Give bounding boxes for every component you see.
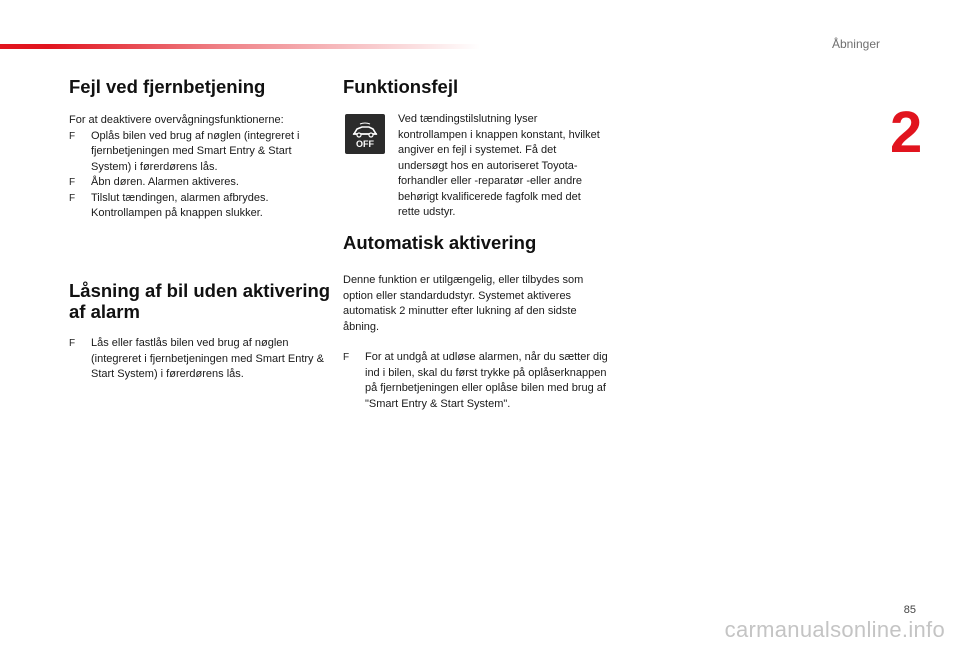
list-item: F For at undgå at udløse alarmen, når du sætter dig ind i bilen, skal du først trykke på oplåserknappen på fjernbetjeningen eller oplåse bilen med brug af "Smart Entry & Start System".: [343, 351, 608, 410]
list-item: F Oplås bilen ved brug af nøglen (integreret i fjernbetjeningen med Smart Entry & Start System) i førerdørens lås.: [69, 129, 300, 173]
list-item: F Tilslut tændingen, alarmen afbrydes. Kontrollampen på knappen slukker.: [69, 191, 269, 219]
bullet-arrow-icon: F: [69, 338, 76, 349]
bullet-arrow-icon: F: [69, 192, 76, 204]
section-title-lock-without-alarm: Låsning af bil uden aktivering af alarm: [69, 280, 331, 322]
icon-off-label: OFF: [356, 139, 374, 149]
bullet-arrow-icon: F: [343, 352, 350, 363]
bullet-list: [69, 336, 331, 383]
malfunction-row: [343, 112, 608, 221]
list-item: F Åbn døren. Alarmen aktiveres.: [69, 175, 331, 191]
bullet-list: [69, 129, 331, 222]
section-name: Åbninger: [831, 37, 880, 51]
section-title-malfunction: Funktionsfejl: [343, 76, 459, 97]
header-accent-bar: [0, 44, 480, 49]
section-title-remote-fault: Fejl ved fjernbetjening: [69, 76, 266, 97]
malfunction-text: Ved tændingstilslutning lyser kontrollampen i knappen konstant, hvilket angiver en fejl i systemet. Få det undersøgt hos en autoriseret Toyota-forhandler eller -reparatør -eller andre behørigt kvalificerede fagfolk med det rette udstyr.: [398, 113, 600, 218]
section-auto-activation: [343, 232, 608, 412]
bullet-arrow-icon: F: [69, 130, 76, 142]
column-right: [343, 76, 608, 221]
alarm-off-indicator-icon: [345, 114, 385, 154]
watermark: carmanualsonline.info: [724, 617, 945, 642]
intro-text: For at deaktivere overvågningsfunktionerne:: [69, 114, 284, 126]
bullet-arrow-icon: F: [69, 177, 76, 188]
bullet-list: [343, 350, 608, 412]
list-item: F Lås eller fastlås bilen ved brug af nøglen (integreret i fjernbetjeningen med Smart Entry & Start System) i førerdørens lås.: [69, 337, 324, 380]
auto-activation-text: Denne funktion er utilgængelig, eller tilbydes som option eller standardudstyr. Systemet aktiveres automatisk 2 minutter efter lukning af den sidste åbning.: [343, 274, 584, 333]
section-lock-without-alarm: [69, 280, 331, 383]
column-left: [69, 76, 331, 222]
section-title-auto-activation: Automatisk aktivering: [343, 232, 537, 253]
page-number: 85: [903, 604, 916, 616]
chapter-number: 2: [890, 100, 923, 165]
